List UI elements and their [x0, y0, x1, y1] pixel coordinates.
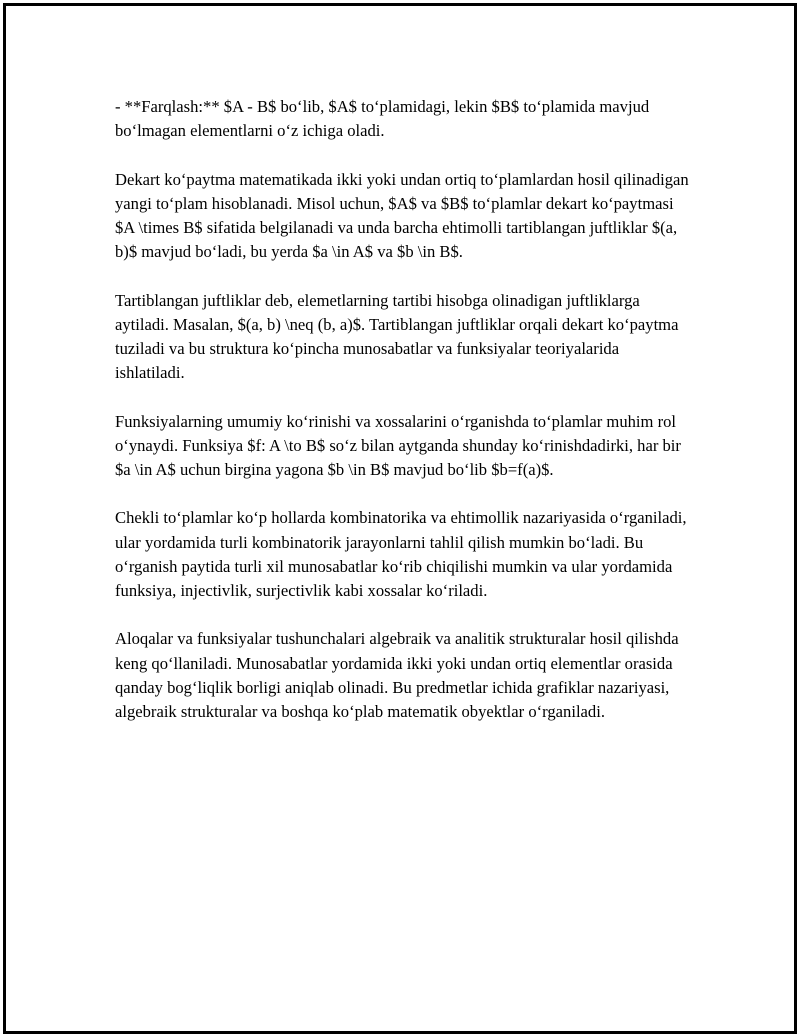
paragraph-cartesian-product: Dekart ko‘paytma matematikada ikki yoki undan ortiq to‘plamlardan hosil qilinadigan yangi to‘plam hisoblanadi. Misol uchun, $A$ va $B$ to‘plamlar dekart ko‘paytmasi $A \times B$ sifatida belgilanadi va unda barcha ehtimolli tartiblangan juftliklar $(a, b)$ mavjud bo‘ladi, bu yerda $a \in A$ va $b \in B$. [115, 169, 689, 262]
paragraph-relations: Aloqalar va funksiyalar tushunchalari algebraik va analitik strukturalar hosil qilishda keng qo‘llaniladi. Munosabatlar yordamida ikki yoki undan ortiq elementlar orasida qanday bog‘liqlik borligi aniqlab olinadi. Bu predmetlar ichida grafiklar nazariyasi, algebraik strukturalar va boshqa ko‘plab matematik obyektlar o‘rganiladi. [115, 629, 679, 721]
document-body [115, 95, 690, 724]
paragraph-difference: - **Farqlash:** $A - B$ bo‘lib, $A$ to‘plamidagi, lekin $B$ to‘plamida mavjud bo‘lmagan elementlarni o‘z ichiga oladi. [115, 97, 650, 141]
paragraph-functions: Funksiyalarning umumiy ko‘rinishi va xossalarini o‘rganishda to‘plamlar muhim rol o‘ynaydi. Funksiya $f: A \to B$ so‘z bilan aytganda shunday ko‘rinishdadirki, har bir $a \in A$ uchun birgina yagona $b \in B$ mavjud bo‘lib $b=f(a)$. [115, 411, 681, 479]
paragraph-ordered-pairs: Tartiblangan juftliklar deb, elemetlarning tartibi hisobga olinadigan juftliklarga aytiladi. Masalan, $(a, b) \neq (b, a)$. Tartiblangan juftliklar orqali dekart ko‘paytma tuziladi va bu struktura ko‘pincha munosabatlar va funksiyalar teoriyalarida ishlatiladi. [115, 290, 679, 383]
paragraph-finite-sets: Chekli to‘plamlar ko‘p hollarda kombinatorika va ehtimollik nazariyasida o‘rganiladi, ular yordamida turli kombinatorik jarayonlarni tahlil qilish mumkin bo‘ladi. Bu o‘rganish paytida turli xil munosabatlar ko‘rib chiqilishi mumkin va ular yordamida funksiya, injectivlik, surjectivlik kabi xossalar ko‘riladi. [115, 508, 687, 600]
